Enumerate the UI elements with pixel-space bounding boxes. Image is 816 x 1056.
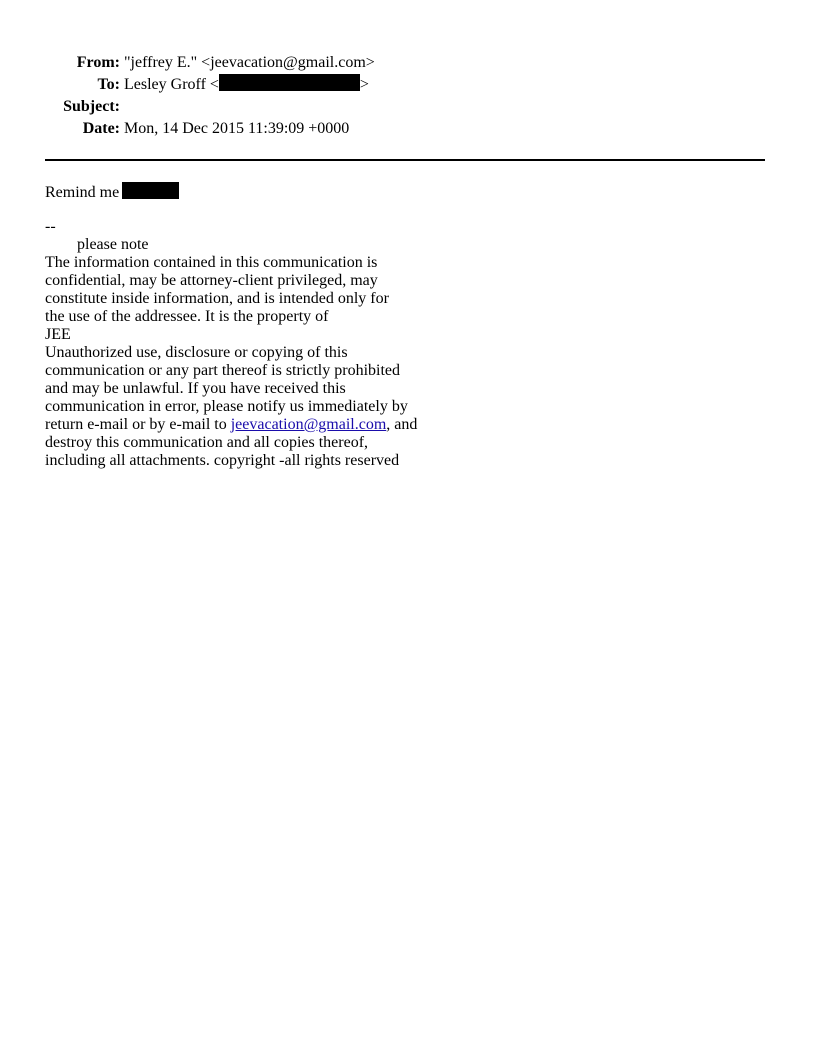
disclaimer-line: communication in error, please notify us immediately by xyxy=(45,398,408,415)
email-link[interactable]: jeevacation@gmail.com xyxy=(230,416,387,433)
to-value xyxy=(124,74,375,96)
subject-label: Subject: xyxy=(63,98,120,115)
from-value: "jeffrey E." <jeevacation@gmail.com> xyxy=(124,54,375,71)
to-label: To: xyxy=(97,76,120,93)
subject-row xyxy=(45,96,375,118)
please-note-line: please note xyxy=(77,236,149,253)
disclaimer-line: The information contained in this communication is xyxy=(45,254,378,271)
email-body xyxy=(45,182,465,470)
remind-text: Remind me xyxy=(45,184,120,201)
disclaimer-line: confidential, may be attorney-client privileged, may xyxy=(45,272,378,289)
date-row xyxy=(45,118,375,140)
date-label: Date: xyxy=(82,120,120,137)
from-label: From: xyxy=(76,54,120,71)
date-value: Mon, 14 Dec 2015 11:39:09 +0000 xyxy=(124,120,350,137)
from-row xyxy=(45,52,375,74)
signature-separator: -- xyxy=(45,218,56,235)
disclaimer-line: the use of the addressee. It is the property of xyxy=(45,308,329,325)
to-prefix: Lesley Groff < xyxy=(124,76,219,93)
email-header xyxy=(45,52,375,140)
closing-line: including all attachments. copyright -all rights reserved xyxy=(45,452,400,469)
disclaimer-line: constitute inside information, and is intended only for xyxy=(45,290,389,307)
disclaimer-line: Unauthorized use, disclosure or copying of this xyxy=(45,344,348,361)
disclaimer-line: JEE xyxy=(45,326,71,343)
disclaimer-line: communication or any part thereof is strictly prohibited xyxy=(45,362,401,379)
return-prefix: return e-mail or by e-mail to xyxy=(45,416,231,433)
closing-line: destroy this communication and all copies thereof, xyxy=(45,434,369,451)
redacted-email-block xyxy=(219,74,360,91)
remind-line xyxy=(45,182,465,200)
disclaimer-line: and may be unlawful. If you have received this xyxy=(45,380,346,397)
header-divider xyxy=(45,159,765,161)
redacted-text-block xyxy=(122,182,179,199)
to-row xyxy=(45,74,375,96)
return-line xyxy=(45,416,465,434)
subject-value xyxy=(124,96,375,118)
return-suffix: , and xyxy=(386,416,418,433)
to-suffix: > xyxy=(359,76,369,93)
